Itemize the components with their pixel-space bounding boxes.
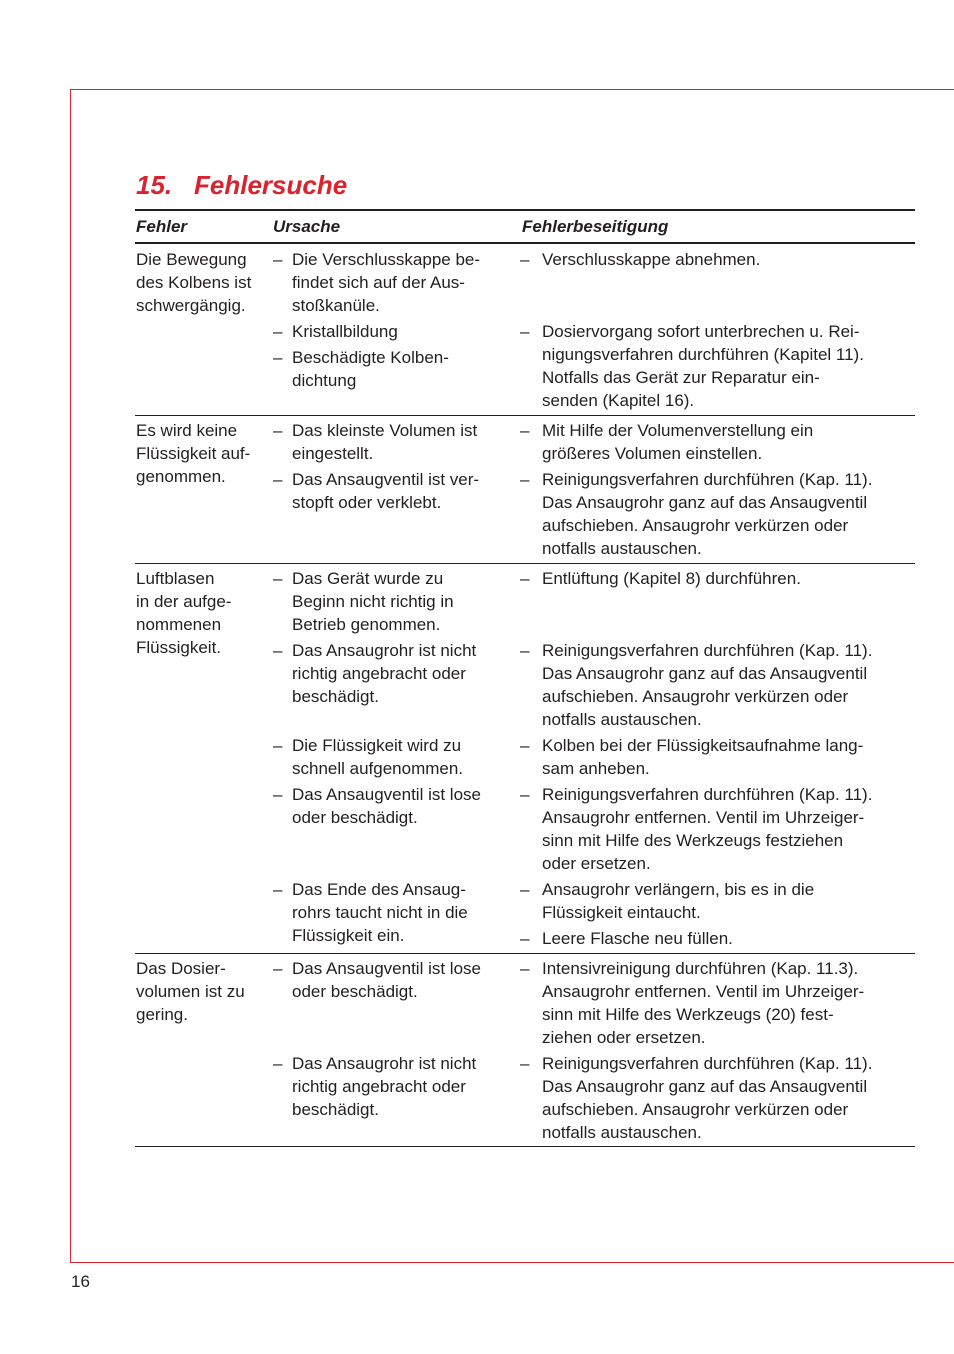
list-dash: – xyxy=(520,929,530,948)
page-frame-bottom-rule xyxy=(70,1262,954,1263)
table-top-rule xyxy=(135,209,915,211)
text-line: schwergängig. xyxy=(136,296,246,315)
text-line: Reinigungsverfahren durchführen (Kap. 11). xyxy=(542,785,873,804)
text-line: Das Ansaugventil ist lose xyxy=(292,785,481,804)
text-line: in der aufge- xyxy=(136,592,232,611)
beseitigung-item xyxy=(542,957,864,1049)
list-dash: – xyxy=(273,880,283,899)
text-line: Flüssigkeit eintaucht. xyxy=(542,903,701,922)
page-number: 16 xyxy=(71,1272,90,1291)
ursache-item xyxy=(292,783,481,829)
page-frame-left-rule xyxy=(70,89,71,1263)
list-dash: – xyxy=(520,250,530,269)
ursache-item xyxy=(292,957,481,1003)
row-divider xyxy=(135,563,915,564)
list-dash: – xyxy=(273,1054,283,1073)
section-title-text: Fehlersuche xyxy=(194,170,348,200)
text-line: notfalls austauschen. xyxy=(542,539,702,558)
fehler-cell xyxy=(136,248,251,317)
beseitigung-item xyxy=(542,734,863,780)
text-line: nigungsverfahren durchführen (Kapitel 11). xyxy=(542,345,864,364)
text-line: Das Ansaugrohr ganz auf das Ansaugventil xyxy=(542,1077,868,1096)
text-line: Das Ansaugrohr ganz auf das Ansaugventil xyxy=(542,664,868,683)
list-dash: – xyxy=(273,250,283,269)
fehler-cell xyxy=(136,957,245,1026)
ursache-item xyxy=(292,1052,476,1121)
row-divider xyxy=(135,953,915,954)
list-dash: – xyxy=(520,959,530,978)
list-dash: – xyxy=(273,641,283,660)
text-line: Verschlusskappe abnehmen. xyxy=(542,250,761,269)
text-line: Kristallbildung xyxy=(292,322,398,341)
list-dash: – xyxy=(520,785,530,804)
text-line: Das Ansaugrohr ist nicht xyxy=(292,1054,477,1073)
list-dash: – xyxy=(273,785,283,804)
list-dash: – xyxy=(273,959,283,978)
beseitigung-item xyxy=(542,468,872,560)
list-dash: – xyxy=(273,470,283,489)
text-line: Das kleinste Volumen ist xyxy=(292,421,478,440)
text-line: Das Gerät wurde zu xyxy=(292,569,444,588)
text-line: Flüssigkeit auf- xyxy=(136,444,251,463)
text-line: Das Ansaugventil ist lose xyxy=(292,959,481,978)
text-line: notfalls austauschen. xyxy=(542,1123,702,1142)
text-line: Beginn nicht richtig in xyxy=(292,592,454,611)
list-dash: – xyxy=(520,322,530,341)
ursache-item xyxy=(292,468,479,514)
text-line: nommenen xyxy=(136,615,222,634)
beseitigung-item xyxy=(542,248,760,271)
list-dash: – xyxy=(520,470,530,489)
text-line: Kolben bei der Flüssigkeitsaufnahme lang- xyxy=(542,736,864,755)
text-line: sinn mit Hilfe des Werkzeugs (20) fest- xyxy=(542,1005,834,1024)
text-line: Reinigungsverfahren durchführen (Kap. 11). xyxy=(542,641,873,660)
ursache-item xyxy=(292,878,468,947)
text-line: Die Verschlusskappe be- xyxy=(292,250,481,269)
beseitigung-item xyxy=(542,878,814,924)
ursache-item xyxy=(292,248,480,317)
text-line: rohrs taucht nicht in die xyxy=(292,903,468,922)
text-line: sinn mit Hilfe des Werkzeugs festziehen xyxy=(542,831,844,850)
text-line: Beschädigte Kolben- xyxy=(292,348,449,367)
list-dash: – xyxy=(520,880,530,899)
column-header-fehlerbeseitigung: Fehlerbeseitigung xyxy=(522,217,669,236)
text-line: Das Ansaugrohr ganz auf das Ansaugventil xyxy=(542,493,868,512)
text-line: Ansaugrohr verlängern, bis es in die xyxy=(542,880,815,899)
beseitigung-item xyxy=(542,320,864,412)
text-line: Die Bewegung xyxy=(136,250,247,269)
text-line: Dosiervorgang sofort unterbrechen u. Rei- xyxy=(542,322,860,341)
text-line: Mit Hilfe der Volumenverstellung ein xyxy=(542,421,814,440)
text-line: Betrieb genommen. xyxy=(292,615,441,634)
text-line: Flüssigkeit. xyxy=(136,638,222,657)
text-line: Entlüftung (Kapitel 8) durchführen. xyxy=(542,569,801,588)
text-line: Das Ansaugventil ist ver- xyxy=(292,470,480,489)
list-dash: – xyxy=(273,569,283,588)
text-line: Intensivreinigung durchführen (Kap. 11.3). xyxy=(542,959,859,978)
beseitigung-item xyxy=(542,419,813,465)
beseitigung-item xyxy=(542,927,733,950)
text-line: oder beschädigt. xyxy=(292,982,418,1001)
ursache-item xyxy=(292,734,463,780)
text-line: Das Ansaugrohr ist nicht xyxy=(292,641,477,660)
text-line: aufschieben. Ansaugrohr verkürzen oder xyxy=(542,516,849,535)
row-divider xyxy=(135,415,915,416)
text-line: Das Ende des Ansaug- xyxy=(292,880,466,899)
list-dash: – xyxy=(520,1054,530,1073)
ursache-item xyxy=(292,419,477,465)
text-line: oder beschädigt. xyxy=(292,808,418,827)
list-dash: – xyxy=(273,348,283,367)
list-dash: – xyxy=(273,421,283,440)
text-line: gering. xyxy=(136,1005,188,1024)
list-dash: – xyxy=(273,736,283,755)
row-divider xyxy=(135,1146,915,1147)
text-line: Flüssigkeit ein. xyxy=(292,926,405,945)
section-title xyxy=(136,168,347,202)
text-line: stopft oder verklebt. xyxy=(292,493,442,512)
text-line: Reinigungsverfahren durchführen (Kap. 11). xyxy=(542,470,873,489)
ursache-item xyxy=(292,320,398,343)
text-line: volumen ist zu xyxy=(136,982,245,1001)
text-line: des Kolbens ist xyxy=(136,273,252,292)
text-line: oder ersetzen. xyxy=(542,854,651,873)
text-line: richtig angebracht oder xyxy=(292,664,466,683)
section-number: 15. xyxy=(136,170,173,200)
text-line: findet sich auf der Aus- xyxy=(292,273,465,292)
beseitigung-item xyxy=(542,1052,872,1144)
list-dash: – xyxy=(520,421,530,440)
text-line: Das Dosier- xyxy=(136,959,226,978)
beseitigung-item xyxy=(542,567,801,590)
text-line: senden (Kapitel 16). xyxy=(542,391,695,410)
list-dash: – xyxy=(520,641,530,660)
table-header-rule xyxy=(135,242,915,244)
text-line: beschädigt. xyxy=(292,687,379,706)
text-line: stoßkanüle. xyxy=(292,296,380,315)
text-line: größeres Volumen einstellen. xyxy=(542,444,763,463)
text-line: Leere Flasche neu füllen. xyxy=(542,929,733,948)
ursache-item xyxy=(292,346,449,392)
text-line: Ansaugrohr entfernen. Ventil im Uhrzeiger- xyxy=(542,808,865,827)
text-line: aufschieben. Ansaugrohr verkürzen oder xyxy=(542,687,849,706)
text-line: genommen. xyxy=(136,467,226,486)
beseitigung-item xyxy=(542,783,872,875)
text-line: Die Flüssigkeit wird zu xyxy=(292,736,462,755)
ursache-item xyxy=(292,567,454,636)
fehler-cell xyxy=(136,419,250,488)
ursache-item xyxy=(292,639,476,708)
text-line: aufschieben. Ansaugrohr verkürzen oder xyxy=(542,1100,849,1119)
page-frame-top-rule xyxy=(70,89,954,90)
text-line: eingestellt. xyxy=(292,444,374,463)
text-line: richtig angebracht oder xyxy=(292,1077,466,1096)
list-dash: – xyxy=(520,736,530,755)
text-line: beschädigt. xyxy=(292,1100,379,1119)
text-line: dichtung xyxy=(292,371,357,390)
fehler-cell xyxy=(136,567,231,659)
beseitigung-item xyxy=(542,639,872,731)
text-line: sam anheben. xyxy=(542,759,650,778)
column-header-ursache: Ursache xyxy=(273,217,341,236)
text-line: Es wird keine xyxy=(136,421,238,440)
text-line: schnell aufgenommen. xyxy=(292,759,464,778)
column-header-fehler: Fehler xyxy=(136,217,188,236)
text-line: Ansaugrohr entfernen. Ventil im Uhrzeiger- xyxy=(542,982,865,1001)
text-line: ziehen oder ersetzen. xyxy=(542,1028,706,1047)
list-dash: – xyxy=(520,569,530,588)
list-dash: – xyxy=(273,322,283,341)
text-line: Reinigungsverfahren durchführen (Kap. 11). xyxy=(542,1054,873,1073)
text-line: Notfalls das Gerät zur Reparatur ein- xyxy=(542,368,820,387)
text-line: notfalls austauschen. xyxy=(542,710,702,729)
text-line: Luftblasen xyxy=(136,569,215,588)
